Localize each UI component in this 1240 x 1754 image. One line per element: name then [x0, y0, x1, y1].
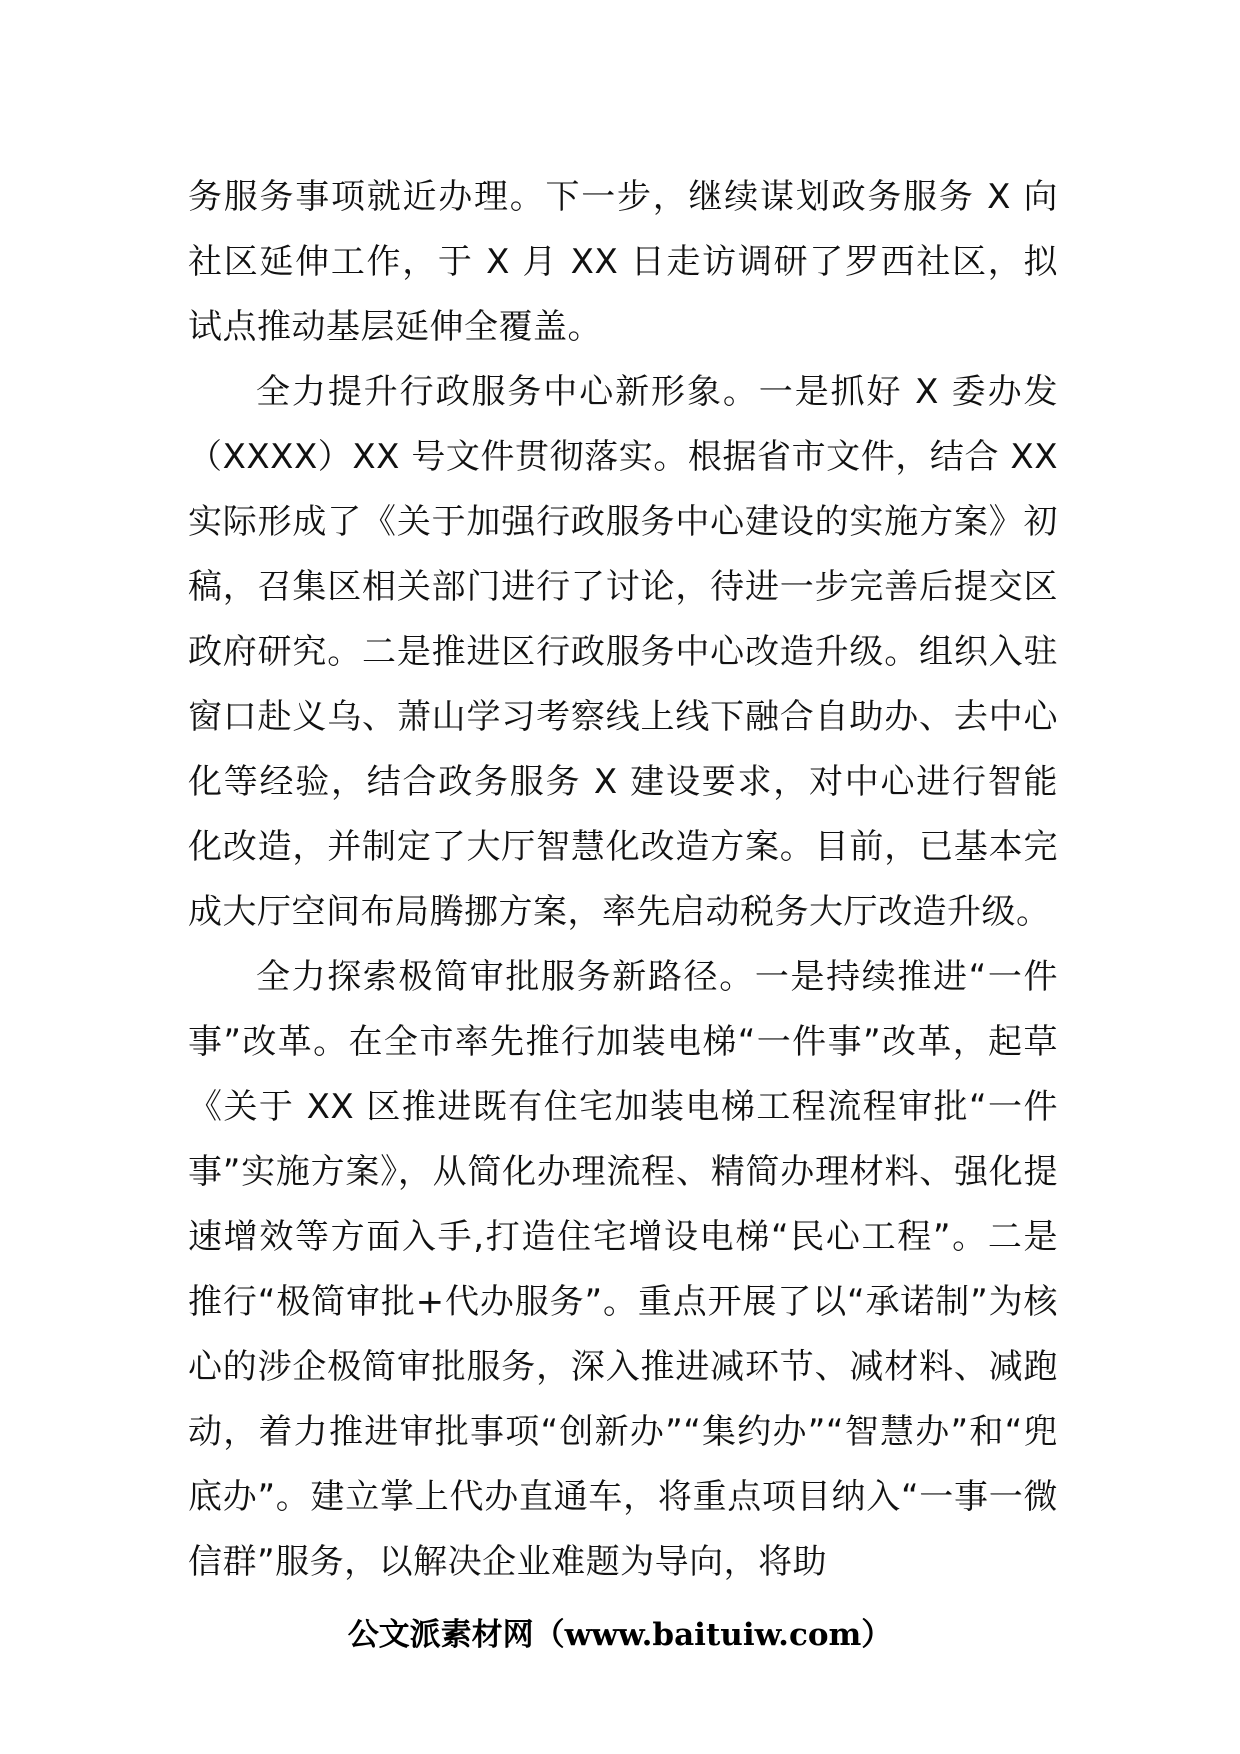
paragraph-continuation: 务服务事项就近办理。下一步，继续谋划政务服务 X 向社区延伸工作，于 X 月 XX 日走访调研了罗西社区，拟试点推动基层延伸全覆盖。 — [188, 177, 1058, 347]
paragraph-service-center: 全力提升行政服务中心新形象。一是抓好 X 委办发（XXXX）XX 号文件贯彻落实。根据省市文件，结合 XX 实际形成了《关于加强行政服务中心建设的实施方案》初稿，召集区相关部门进行了讨论，待进一步完善后提交区政府研究。二是推进区行政服务中心改造升级。组织入驻窗口赴义乌、萧山学习考察线上线下融合自助办、去中心化等经验，结合政务服务 X 建设要求，对中心进行智能化改造，并制定了大厅智慧化改造方案。目前，已基本完成大厅空间布局腾挪方案，率先启动税务大厅改造升级。 — [188, 372, 1058, 932]
paragraph-simplified-approval: 全力探索极简审批服务新路径。一是持续推进“一件事”改革。在全市率先推行加装电梯“一件事”改革，起草《关于 XX 区推进既有住宅加装电梯工程流程审批“一件事”实施方案》，从简化办理流程、精简办理材料、强化提速增效等方面入手,打造住宅增设电梯“民心工程”。二是推行“极简审批+代办服务”。重点开展了以“承诺制”为核心的涉企极简审批服务，深入推进减环节、减材料、减跑动，着力推进审批事项“创新办”“集约办”“智慧办”和“兜底办”。建立掌上代办直通车，将重点项目纳入“一事一微信群”服务，以解决企业难题为导向，将助 — [188, 957, 1058, 1582]
document-body — [188, 165, 1058, 1595]
page-footer-watermark: 公文派素材网（www.baituiw.com） — [347, 1617, 893, 1653]
